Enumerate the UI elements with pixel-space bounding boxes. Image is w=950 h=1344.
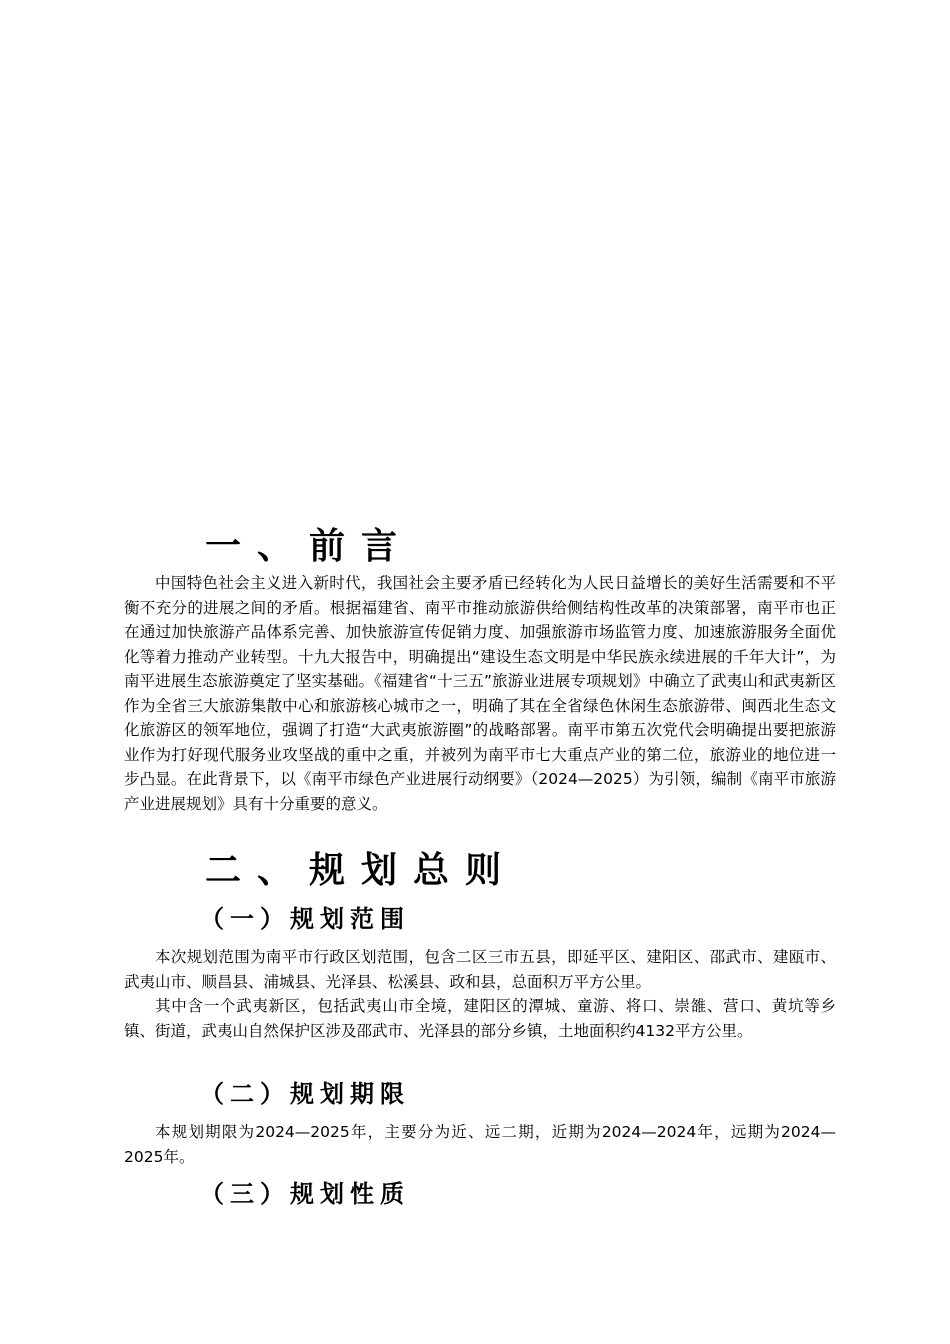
preface-paragraph: 中国特色社会主义进入新时代，我国社会主要矛盾已经转化为人民日益增长的美好生活需要和不平衡不充分的进展之间的矛盾。根据福建省、南平市推动旅游供给侧结构性改革的决策部署，南平市也正在通过加快旅游产品体系完善、加快旅游宣传促销力度、加强旅游市场监管力度、加速旅游服务全面优化等着力推动产业转型。十九大报告中，明确提出“建设生态文明是中华民族永续进展的千年大计”，为南平进展生态旅游奠定了坚实基础。《福建省“十三五”旅游业进展专项规划》中确立了武夷山和武夷新区作为全省三大旅游集散中心和旅游核心城市之一，明确了其在全省绿色休闲生态旅游带、闽西北生态文化旅游区的领军地位，强调了打造“大武夷旅游圈”的战略部署。南平市第五次党代会明确提出要把旅游业作为打好现代服务业攻坚战的重中之重，并被列为南平市七大重点产业的第二位，旅游业的地位进一步凸显。在此背景下，以《南平市绿色产业进展行动纲要》（2024—2025）为引领，编制《南平市旅游产业进展规划》具有十分重要的意义。: [124, 574, 836, 813]
section-heading-preface: 一、前言: [205, 526, 414, 567]
section-heading-general: 二、规划总则: [205, 850, 518, 891]
subsection-heading-period: （二）规划期限: [200, 1080, 410, 1108]
scope-paragraph-1: 本次规划范围为南平市行政区划范围，包含二区三市五县，即延平区、建阳区、邵武市、建瓯市、武夷山市、顺昌县、浦城县、光泽县、松溪县、政和县，总面积万平方公里。: [124, 948, 836, 991]
period-paragraph: 本规划期限为2024—2025年，主要分为近、远二期，近期为2024—2024年，远期为2024—2025年。: [124, 1123, 836, 1166]
subsection-heading-scope: （一）规划范围: [200, 905, 410, 933]
scope-paragraph-2: 其中含一个武夷新区，包括武夷山市全境，建阳区的潭城、童游、将口、崇雒、营口、黄坑等乡镇、街道，武夷山自然保护区涉及邵武市、光泽县的部分乡镇，土地面积约4132平方公里。: [124, 997, 836, 1040]
subsection-heading-nature: （三）规划性质: [200, 1180, 410, 1208]
